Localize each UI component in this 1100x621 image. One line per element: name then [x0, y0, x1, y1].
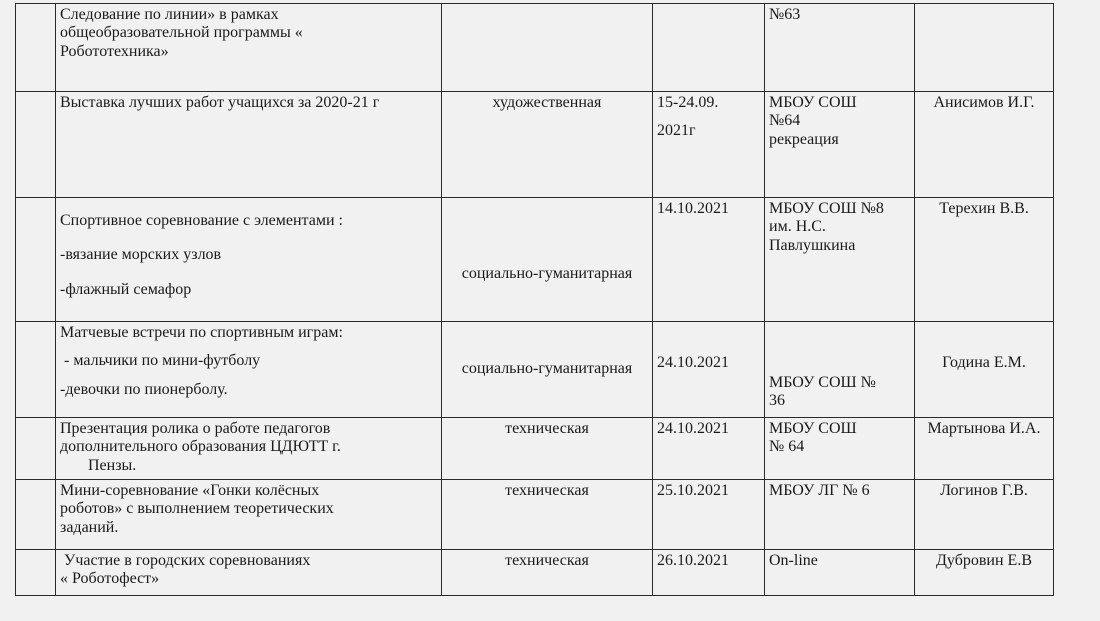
- date-line: 26.10.2021: [657, 552, 729, 569]
- place-line: МБОУ СОШ №8: [769, 200, 884, 217]
- date-line: 14.10.2021: [657, 200, 729, 217]
- event-title-cell: [56, 418, 442, 480]
- place-cell: [765, 198, 915, 322]
- direction-cell: [442, 322, 653, 418]
- table-row: [16, 550, 1054, 596]
- place-cell: [765, 550, 915, 596]
- table-row: [16, 198, 1054, 322]
- event-title-line: - мальчики по мини-футболу: [60, 352, 261, 370]
- event-title-cell: [56, 480, 442, 550]
- event-title-line: общеобразовательной программы «: [60, 24, 303, 42]
- row-number-cell: [16, 198, 56, 322]
- row-number-cell: [16, 92, 56, 198]
- place-line: 36: [769, 392, 785, 410]
- responsible-name: Анисимов И.Г.: [933, 94, 1035, 111]
- event-title-line: Участие в городских соревнованиях: [60, 552, 311, 569]
- responsible-name: Логинов Г.В.: [940, 482, 1028, 499]
- responsible-cell: [915, 92, 1054, 198]
- place-line: рекреация: [769, 130, 839, 148]
- responsible-name: Терехин В.В.: [939, 200, 1029, 217]
- date-cell: [653, 4, 765, 92]
- date-line: 15-24.09.: [657, 94, 719, 111]
- responsible-cell: [915, 418, 1054, 480]
- direction-cell: [442, 198, 653, 322]
- event-title-line: Следование по линии» в рамках: [60, 6, 279, 23]
- event-title-line: заданий.: [60, 518, 119, 536]
- place-cell: [765, 418, 915, 480]
- direction-cell: [442, 418, 653, 480]
- date-line: 25.10.2021: [657, 482, 729, 499]
- direction-text: художественная: [492, 94, 602, 111]
- place-line: им. Н.С.: [769, 218, 826, 236]
- table-row: [16, 92, 1054, 198]
- direction-text: техническая: [505, 420, 589, 437]
- event-title-line: Матчевые встречи по спортивным играм:: [60, 324, 343, 341]
- date-cell: [653, 480, 765, 550]
- place-line: МБОУ СОШ: [769, 420, 857, 437]
- responsible-name: Година Е.М.: [942, 354, 1026, 371]
- event-title-cell: [56, 322, 442, 418]
- responsible-name: Дубровин Е.В: [936, 552, 1032, 569]
- responsible-cell: [915, 4, 1054, 92]
- place-cell: [765, 480, 915, 550]
- responsible-cell: [915, 480, 1054, 550]
- row-number-cell: [16, 322, 56, 418]
- direction-cell: [442, 480, 653, 550]
- row-number-cell: [16, 418, 56, 480]
- date-line: 24.10.2021: [657, 420, 729, 437]
- event-title-cell: [56, 550, 442, 596]
- event-title-cell: [56, 198, 442, 322]
- event-title-line: « Роботофест»: [60, 570, 160, 588]
- direction-cell: [442, 92, 653, 198]
- event-title-line: Пензы.: [88, 456, 137, 474]
- event-title-line: -вязание морских узлов: [60, 246, 222, 264]
- place-cell: [765, 4, 915, 92]
- direction-cell: [442, 550, 653, 596]
- table-row: [16, 480, 1054, 550]
- place-line: On-line: [769, 552, 818, 569]
- event-title-line: дополнительного образования ЦДЮТТ г.: [60, 438, 341, 456]
- events-table: [15, 3, 1054, 596]
- date-cell: [653, 198, 765, 322]
- direction-text: социально-гуманитарная: [461, 264, 633, 282]
- place-line: МБОУ ЛГ № 6: [769, 482, 870, 499]
- place-line: МБОУ СОШ №: [769, 374, 876, 391]
- event-title-line: Робототехника»: [60, 42, 169, 60]
- place-line: №63: [769, 6, 801, 23]
- responsible-cell: [915, 322, 1054, 418]
- event-title-line: Спортивное соревнование с элементами :: [60, 212, 343, 229]
- event-title-line: Презентация ролика о работе педагогов: [60, 420, 331, 437]
- event-title-cell: [56, 92, 442, 198]
- responsible-cell: [915, 550, 1054, 596]
- table-row: [16, 4, 1054, 92]
- date-cell: [653, 418, 765, 480]
- event-title-line: -девочки по пионерболу.: [60, 380, 228, 398]
- event-title-line: -флажный семафор: [60, 280, 192, 298]
- row-number-cell: [16, 480, 56, 550]
- direction-text: социально-гуманитарная: [461, 360, 633, 378]
- event-title-line: роботов» с выполнением теоретических: [60, 500, 334, 518]
- place-line: МБОУ СОШ: [769, 94, 857, 111]
- responsible-cell: [915, 198, 1054, 322]
- place-cell: [765, 92, 915, 198]
- table-row: [16, 418, 1054, 480]
- date-line: 2021г: [657, 122, 696, 140]
- row-number-cell: [16, 550, 56, 596]
- place-line: Павлушкина: [769, 236, 856, 254]
- direction-text: техническая: [505, 552, 589, 569]
- place-cell: [765, 322, 915, 418]
- responsible-name: Мартынова И.А.: [927, 420, 1041, 437]
- date-cell: [653, 550, 765, 596]
- date-line: 24.10.2021: [657, 354, 729, 371]
- event-title-line: Выставка лучших работ учащихся за 2020-21 г: [60, 94, 380, 111]
- date-cell: [653, 322, 765, 418]
- row-number-cell: [16, 4, 56, 92]
- event-title-line: Мини-соревнование «Гонки колёсных: [60, 482, 320, 499]
- date-cell: [653, 92, 765, 198]
- place-line: № 64: [769, 438, 805, 456]
- direction-cell: [442, 4, 653, 92]
- place-line: №64: [769, 112, 801, 130]
- table-row: [16, 322, 1054, 418]
- direction-text: техническая: [505, 482, 589, 499]
- event-title-cell: [56, 4, 442, 92]
